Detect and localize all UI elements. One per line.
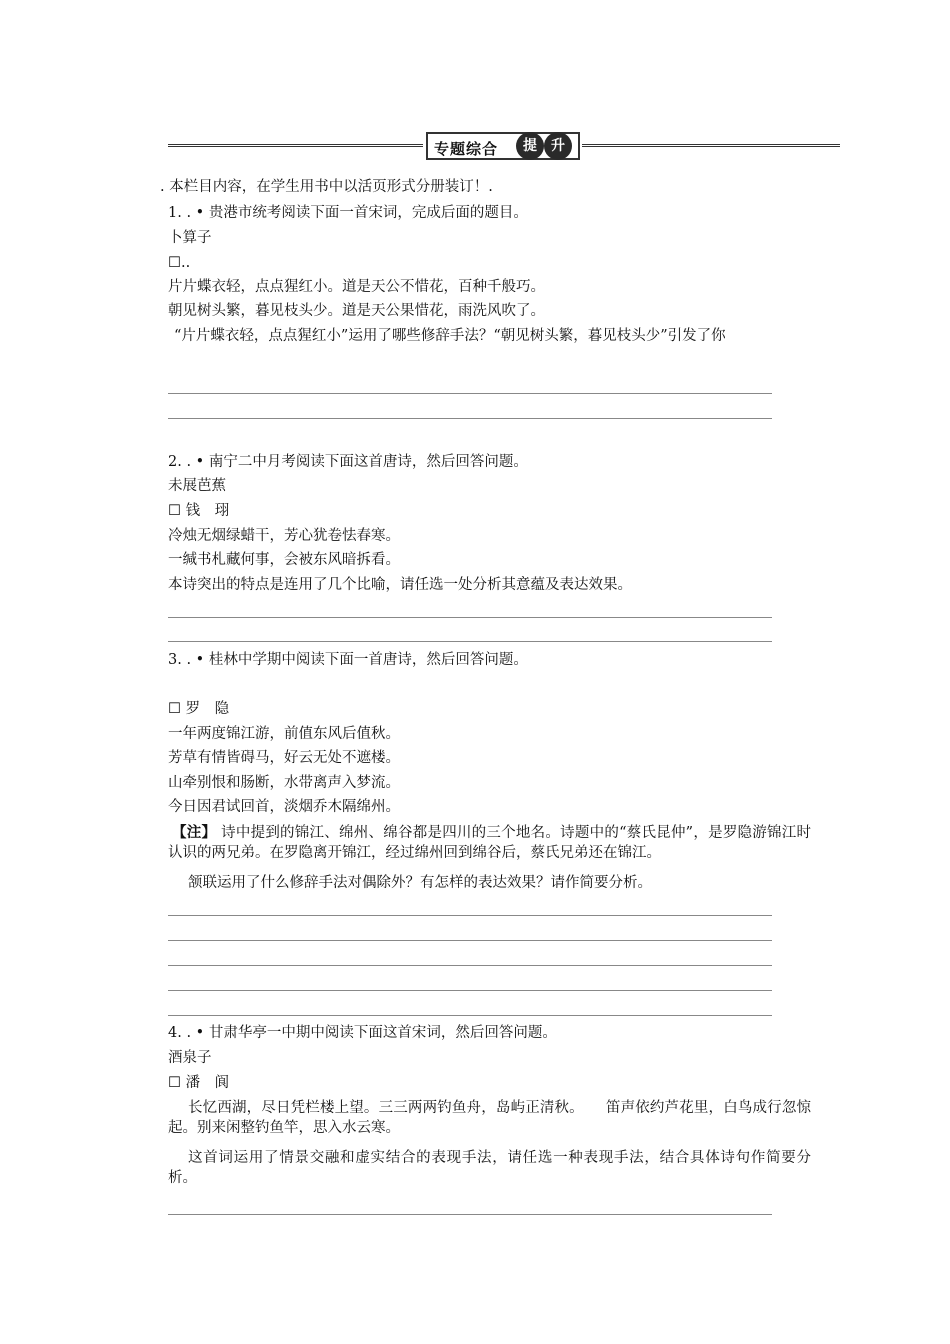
q3-answer-line-3[interactable] xyxy=(168,965,772,966)
header-badge-sheng: 升 xyxy=(544,132,572,160)
header-title-box xyxy=(426,132,580,160)
header-title: 专题综合 xyxy=(434,140,499,158)
q3-poem-line-4: 今日因君试回首，淡烟乔木隔绵州。 xyxy=(168,799,400,815)
q3-stem: 3. . • 桂林中学期中阅读下面一首唐诗，然后回答问题。 xyxy=(168,652,528,668)
q2-poem-line-1: 冷烛无烟绿蜡干，芳心犹卷怯春寒。 xyxy=(168,528,400,544)
q3-poem-line-3: 山牵别恨和肠断，水带离声入梦流。 xyxy=(168,775,400,791)
q1-question: “片片蝶衣轻，点点猩红小”运用了哪些修辞手法？“朝见树头繁，暮见枝头少”引发了你 xyxy=(174,328,726,344)
header-rule-right xyxy=(582,144,840,147)
q3-answer-line-2[interactable] xyxy=(168,940,772,941)
q4-author: ☐ 潘 阆 xyxy=(168,1075,230,1091)
q2-answer-line-2[interactable] xyxy=(168,641,772,642)
q3-question: 颔联运用了什么修辞手法对偶除外？有怎样的表达效果？请作简要分析。 xyxy=(188,875,652,891)
q3-answer-line-4[interactable] xyxy=(168,990,772,991)
q2-poem-title: 未展芭蕉 xyxy=(168,478,226,494)
q3-note-text: 诗中提到的锦江、绵州、绵谷都是四川的三个地名。诗题中的“蔡氏昆仲”，是罗隐游锦江时认识的两兄弟。在罗隐离开锦江，经过绵州回到绵谷后，蔡氏兄弟还在锦江。 xyxy=(168,825,812,861)
q1-poem-line-1: 片片蝶衣轻，点点猩红小。道是天公不惜花，百种千般巧。 xyxy=(168,279,545,295)
q2-stem: 2. . • 南宁二中月考阅读下面这首唐诗，然后回答问题。 xyxy=(168,454,528,470)
q3-answer-line-5[interactable] xyxy=(168,1015,772,1016)
q3-author: ☐ 罗 隐 xyxy=(168,701,230,717)
q1-answer-line-2[interactable] xyxy=(168,418,772,419)
q3-answer-line-1[interactable] xyxy=(168,915,772,916)
q3-note-label: 【注】 xyxy=(172,824,217,841)
q4-question: 这首词运用了情景交融和虚实结合的表现手法，请任选一种表现手法，结合具体诗句作简要分析。 xyxy=(168,1150,811,1186)
q4-answer-line-1[interactable] xyxy=(168,1214,772,1215)
q1-answer-line-1[interactable] xyxy=(168,393,772,394)
q2-answer-line-1[interactable] xyxy=(168,617,772,618)
q1-poem-title: 卜算子 xyxy=(168,230,212,246)
header-badge-ti: 提 xyxy=(516,132,544,160)
q4-stem: 4. . • 甘肃华亭一中期中阅读下面这首宋词，然后回答问题。 xyxy=(168,1025,557,1041)
q3-annotation xyxy=(168,823,811,863)
q3-poem-line-1: 一年两度锦江游，前值东风后值秋。 xyxy=(168,726,400,742)
q3-poem-line-2: 芳草有情皆碍马，好云无处不遮楼。 xyxy=(168,750,400,766)
q1-author: ☐.. xyxy=(168,255,191,271)
q2-poem-line-2: 一缄书札藏何事，会被东风暗拆看。 xyxy=(168,552,400,568)
section-header xyxy=(168,130,840,166)
q1-poem-line-2: 朝见树头繁，暮见枝头少。道是天公果惜花，雨洗风吹了。 xyxy=(168,303,545,319)
q1-stem: 1. . • 贵港市统考阅读下面一首宋词，完成后面的题目。 xyxy=(168,205,528,221)
q4-poem-text: 长忆西湖，尽日凭栏楼上望。三三两两钓鱼舟，岛屿正清秋。 笛声依约芦花里，白鸟成行忽惊起。别来闲整钓鱼竿，思入水云寒。 xyxy=(168,1100,811,1136)
intro-note: . 本栏目内容，在学生用书中以活页形式分册装订！. xyxy=(160,179,493,195)
q2-author: ☐ 钱 珝 xyxy=(168,503,230,519)
header-rule-left xyxy=(168,144,423,147)
q4-poem-title: 酒泉子 xyxy=(168,1050,212,1066)
q2-question: 本诗突出的特点是连用了几个比喻，请任选一处分析其意蕴及表达效果。 xyxy=(168,577,632,593)
